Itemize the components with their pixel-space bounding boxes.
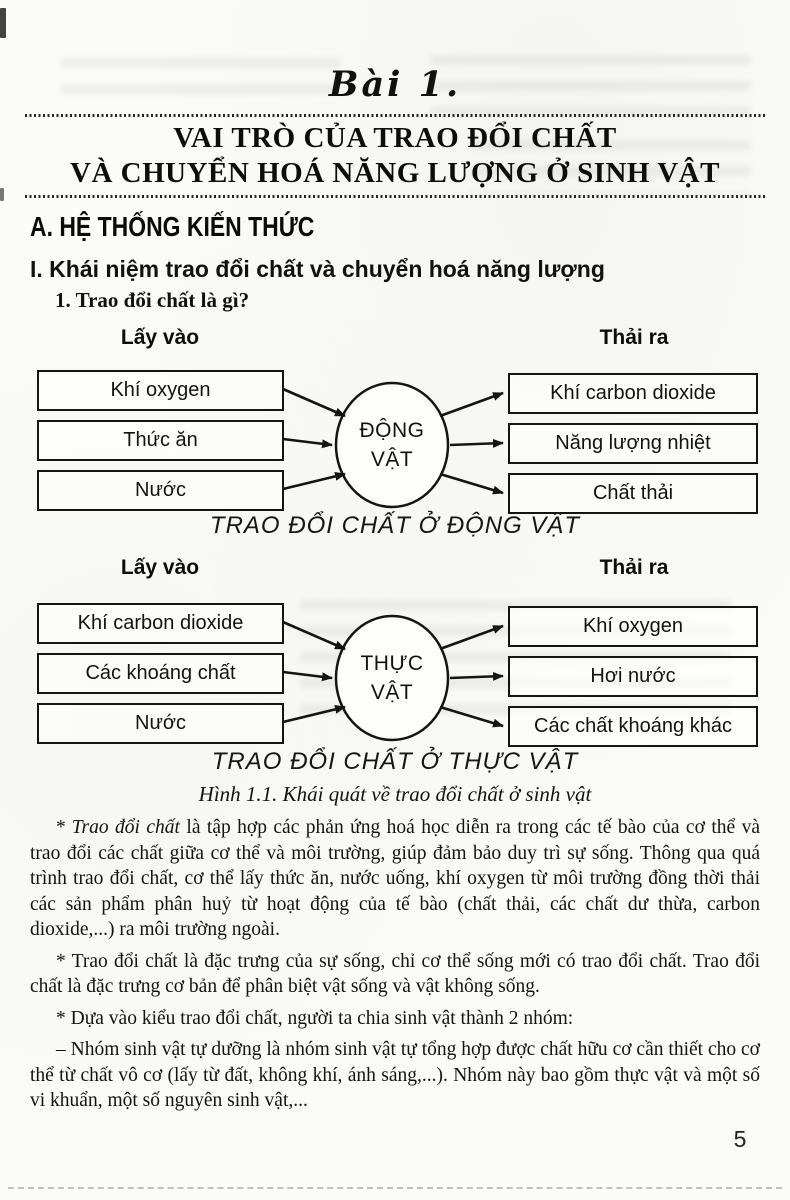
intake-label: Lấy vào	[120, 556, 200, 579]
plant-metabolism-diagram	[0, 593, 790, 748]
animal-metabolism-diagram	[0, 360, 790, 515]
scan-edge-mark	[0, 8, 6, 38]
output-box-other-minerals: Các chất khoáng khác	[508, 706, 758, 747]
input-box-co2: Khí carbon dioxide	[37, 603, 284, 644]
arrow-output-1	[440, 626, 503, 649]
output-box-co2: Khí carbon dioxide	[508, 373, 758, 414]
organism-circle-label	[340, 388, 444, 502]
paragraph-metabolism-characteristic: * Trao đổi chất là đặc trưng của sự sống, chỉ cơ thể sống mới có trao đổi chất. Trao đổi chất là đặc trưng cơ bản để phân biệt vật sống và vật không sống.	[30, 950, 760, 997]
plant-diagram-caption: TRAO ĐỔI CHẤT Ở THỰC VẬT	[211, 748, 579, 775]
arrow-input-2	[283, 672, 332, 678]
intake-label: Lấy vào	[120, 326, 200, 349]
dashed-rule-bottom	[25, 195, 765, 198]
input-box-water: Nước	[37, 470, 284, 511]
arrow-output-3	[440, 474, 503, 493]
paragraph-autotrophs: – Nhóm sinh vật tự dưỡng là nhóm sinh vật tự tổng hợp được chất hữu cơ cần thiết cho cơ thể từ chất vô cơ (lấy từ đất, không khí, ánh sáng,...). Nhóm này bao gồm thực vật và một số vi khuẩn, một số nguyên sinh vật,...	[30, 1039, 760, 1111]
arrow-output-2	[450, 676, 503, 678]
release-label: Thải ra	[599, 326, 669, 349]
release-label: Thải ra	[599, 556, 669, 579]
arrow-input-3	[283, 474, 345, 489]
input-box-food: Thức ăn	[37, 420, 284, 461]
arrow-output-3	[440, 707, 503, 726]
input-box-oxygen: Khí oxygen	[37, 370, 284, 411]
input-box-water: Nước	[37, 703, 284, 744]
output-box-vapor: Hơi nước	[508, 656, 758, 697]
paragraph-text: là tập hợp các phản ứng hoá học diễn ra trong các tế bào của cơ thể và trao đổi các chất giữa cơ thể và môi trường, giúp đảm bảo duy trì sự sống. Thông qua quá trình trao đổi chất, cơ thể lấy thức ăn, nước uống, khí oxygen từ môi trường đồng thời thải các sản phẩm phân huỷ từ hoạt động của tế bào (chất thải, các chất dư thừa, carbon dioxide,...) ra môi trường ngoài.	[30, 817, 760, 940]
arrow-input-2	[283, 439, 332, 445]
organism-word-1: THỰC	[360, 651, 424, 675]
arrow-input-1	[283, 622, 345, 649]
arrow-input-3	[283, 707, 345, 722]
arrow-output-2	[450, 443, 503, 445]
scan-bottom-edge	[8, 1187, 782, 1189]
arrow-input-1	[283, 389, 345, 416]
page-number: 5	[733, 1126, 747, 1152]
animal-diagram-caption: TRAO ĐỔI CHẤT Ở ĐỘNG VẬT	[209, 512, 581, 539]
dashed-rule-top	[25, 114, 765, 117]
bullet-marker: *	[56, 817, 66, 838]
organism-word-2: VẬT	[370, 680, 414, 704]
output-box-waste: Chất thải	[508, 473, 758, 514]
figure-caption: Hình 1.1. Khái quát về trao đổi chất ở sinh vật	[198, 782, 592, 806]
arrow-output-1	[440, 393, 503, 416]
body-text-block	[30, 815, 760, 1120]
section-a-heading: A. HỆ THỐNG KIẾN THỨC	[30, 211, 315, 242]
question-1-heading: 1. Trao đổi chất là gì?	[55, 288, 250, 312]
paragraph-two-groups: * Dựa vào kiểu trao đổi chất, người ta chia sinh vật thành 2 nhóm:	[56, 1007, 574, 1029]
organism-circle-label	[340, 621, 444, 735]
output-box-heat: Năng lượng nhiệt	[508, 423, 758, 464]
lesson-number-label: Bài 1.	[328, 64, 462, 105]
input-box-minerals: Các khoáng chất	[37, 653, 284, 694]
paragraph-metabolism-definition	[30, 815, 760, 943]
italic-term-metabolism: Trao đổi chất	[71, 817, 180, 838]
page-title-line2: VÀ CHUYỂN HOÁ NĂNG LƯỢNG Ở SINH VẬT	[70, 157, 720, 189]
page-title-line1: VAI TRÒ CỦA TRAO ĐỔI CHẤT	[173, 122, 617, 154]
organism-word-1: ĐỘNG	[359, 418, 425, 442]
organism-word-2: VẬT	[370, 447, 414, 471]
section-i-heading: I. Khái niệm trao đổi chất và chuyển hoá năng lượng	[30, 256, 605, 282]
output-box-oxygen: Khí oxygen	[508, 606, 758, 647]
